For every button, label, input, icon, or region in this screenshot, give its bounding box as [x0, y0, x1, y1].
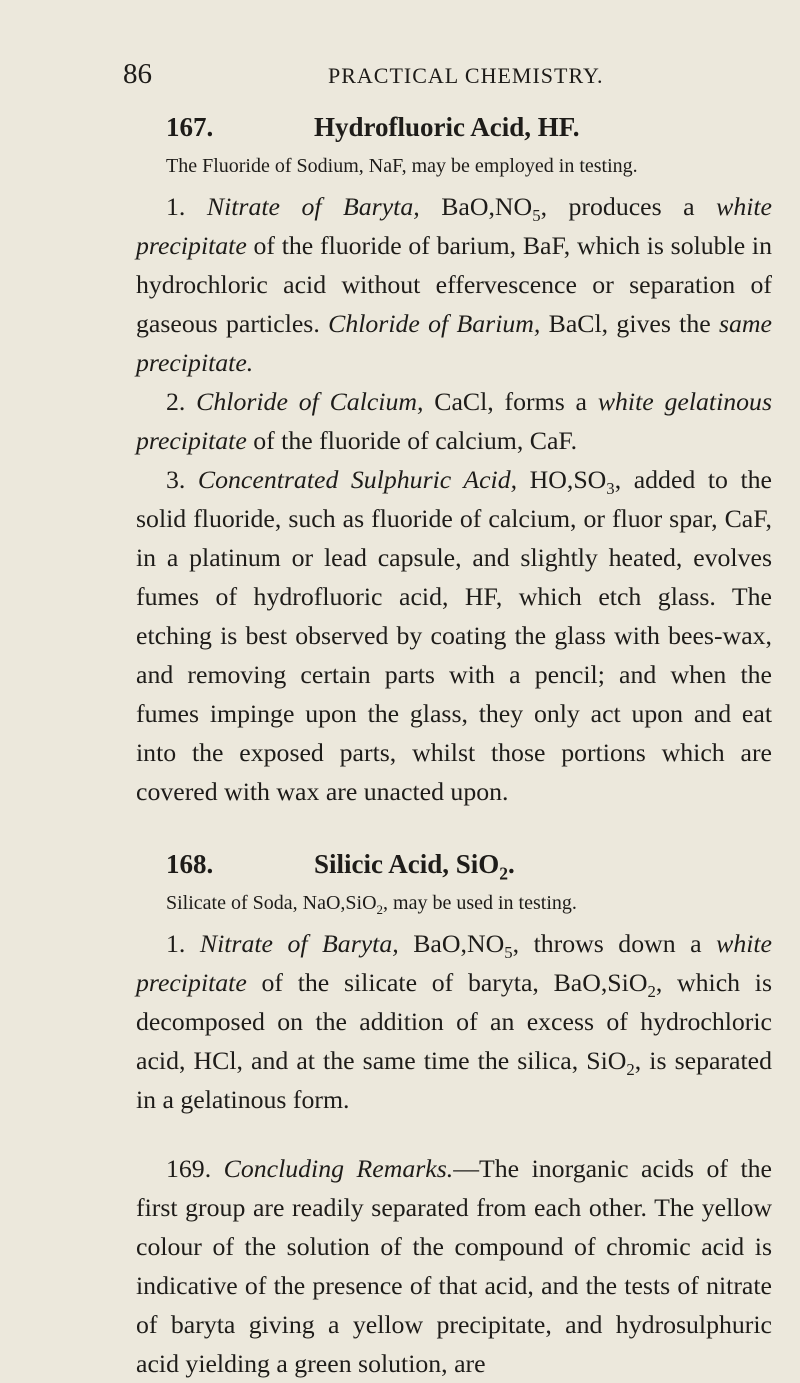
reagent-note — [166, 888, 772, 918]
page-body — [136, 108, 772, 1383]
running-title: PRACTICAL CHEMISTRY. — [328, 63, 604, 88]
text-run: BaO,NO — [398, 929, 505, 958]
section-heading-167 — [136, 108, 772, 146]
reagent-name: Nitrate of Baryta, — [199, 929, 399, 958]
page-header — [123, 58, 760, 92]
subscript: 2 — [647, 982, 656, 1002]
paragraph-169 — [136, 1149, 772, 1383]
section-number: 168. — [166, 849, 214, 879]
section-number: 169. — [166, 1154, 212, 1183]
section-title: Silicic Acid, SiO — [314, 849, 500, 879]
emphasis: white precipitate — [136, 929, 772, 997]
page-number: 86 — [123, 58, 152, 90]
text-run: of the silicate of baryta, BaO,SiO — [246, 968, 648, 997]
text-run: HO,SO — [517, 465, 607, 494]
text-run: , added to the solid fluoride, such as fluoride of calcium, or fluor spar, CaF, in a platinum or lead capsule, and slightly heated, evolves fumes of hydrofluoric acid, HF, which etch glass. The etching is best observed by coating the glass with bees-wax, and removing certain parts with a pencil; and when the fumes impinge upon the glass, they only act upon and eat into the exposed parts, whilst those portions which are covered with wax are unacted upon. — [136, 465, 772, 806]
section-title: Concluding Remarks. — [223, 1154, 454, 1183]
text-run: Silicate of Soda, NaO,SiO — [166, 892, 377, 914]
reagent-note: The Fluoride of Sodium, NaF, may be employed in testing. — [166, 155, 638, 177]
item-number: 3. — [166, 465, 198, 494]
text-run: , which is decomposed on the addition of an excess of hydrochloric acid, HCl, and at the same time the silica, SiO — [136, 968, 772, 1075]
section-number: 167. — [166, 112, 214, 142]
reagent-name: Concentrated Sulphuric Acid, — [197, 465, 518, 494]
section-heading-168 — [136, 845, 772, 883]
item-number: 2. — [166, 387, 197, 416]
text-run: BaCl, gives the — [540, 309, 719, 338]
text-run: —The inorganic acids of the first group are readily separated from each other. The yellow colour of the solution of the compound of chromic acid is indicative of the presence of that acid, and the tests of nitrate of baryta giving a yellow precipitate, and hydrosulphuric acid yielding a green solution, are — [136, 1154, 772, 1378]
subscript: 5 — [504, 943, 513, 963]
subscript: 2 — [626, 1060, 635, 1080]
text-run: , may be used in testing. — [383, 892, 577, 914]
subscript: 5 — [532, 206, 541, 226]
text-run: . — [508, 849, 515, 879]
emphasis: white precipitate — [136, 192, 772, 260]
section-title: Hydrofluoric Acid, HF. — [314, 112, 580, 142]
text-run: , is separated in a gelatinous form. — [136, 1046, 772, 1114]
text-run: CaCl, forms a — [423, 387, 598, 416]
paragraph — [136, 460, 772, 811]
text-run: of the fluoride of calcium, CaF. — [246, 426, 578, 455]
reagent-name: Chloride of Calcium, — [196, 387, 424, 416]
emphasis: same precipitate. — [136, 309, 773, 377]
reagent-name: Chloride of Barium, — [328, 309, 541, 338]
paragraph — [136, 382, 772, 460]
paragraph — [136, 187, 772, 382]
reagent-name: Nitrate of Baryta, — [206, 192, 420, 221]
item-number: 1. — [166, 192, 207, 221]
emphasis: white gelatinous precipitate — [136, 387, 772, 455]
subscript: 2 — [376, 902, 384, 917]
text-run: of the fluoride of barium, BaF, which is soluble in hydrochloric acid without effervescence or separation of gaseous particles. — [136, 231, 772, 338]
text-run: , produces a — [540, 192, 717, 221]
text-run: BaO,NO — [419, 192, 533, 221]
paragraph — [136, 924, 772, 1119]
subscript: 3 — [606, 479, 615, 499]
text-run: , throws down a — [512, 929, 717, 958]
item-number: 1. — [166, 929, 200, 958]
subscript: 2 — [499, 863, 509, 884]
